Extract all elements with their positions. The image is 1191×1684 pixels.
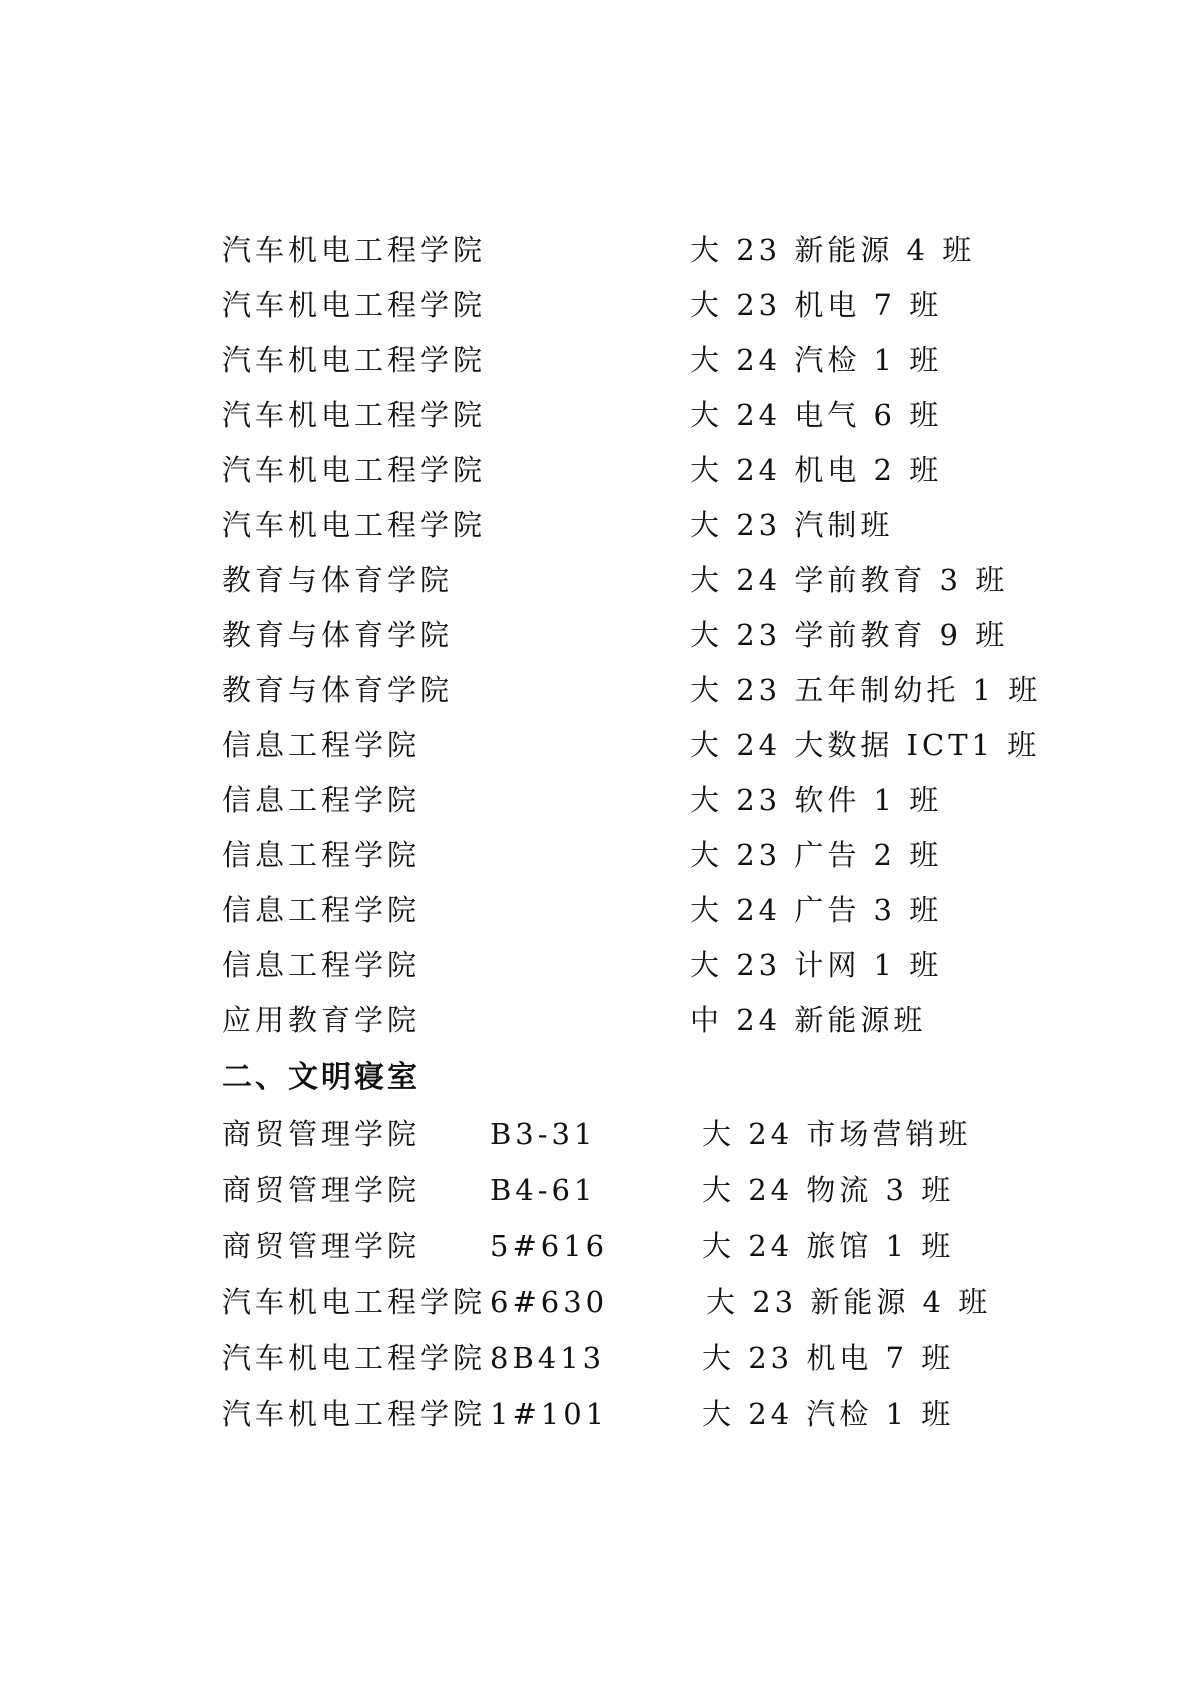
class-name: 大 24 市场营销班 — [702, 1117, 972, 1151]
list-item — [0, 666, 1191, 714]
class-name: 大 24 学前教育 3 班 — [690, 563, 1009, 597]
college-name: 信息工程学院 — [222, 893, 421, 927]
list-item — [0, 336, 1191, 384]
list-item — [0, 1110, 1191, 1158]
list-item — [0, 501, 1191, 549]
college-name: 应用教育学院 — [222, 1003, 421, 1037]
college-name: 教育与体育学院 — [222, 673, 454, 707]
list-item — [0, 226, 1191, 274]
college-name: 商贸管理学院 — [222, 1173, 421, 1207]
room-number: B4-61 — [490, 1173, 597, 1207]
class-name: 大 23 五年制幼托 1 班 — [690, 673, 1042, 707]
list-item — [0, 556, 1191, 604]
college-name: 汽车机电工程学院 — [222, 1397, 487, 1431]
college-name: 教育与体育学院 — [222, 618, 454, 652]
class-name: 大 24 机电 2 班 — [690, 453, 943, 487]
list-item — [0, 446, 1191, 494]
list-item — [0, 1278, 1191, 1326]
college-name: 信息工程学院 — [222, 838, 421, 872]
class-name: 大 24 大数据 ICT1 班 — [690, 728, 1041, 762]
college-name: 商贸管理学院 — [222, 1229, 421, 1263]
college-name: 汽车机电工程学院 — [222, 343, 487, 377]
class-name: 大 23 机电 7 班 — [690, 288, 943, 322]
college-name: 商贸管理学院 — [222, 1117, 421, 1151]
class-name: 大 23 新能源 4 班 — [706, 1285, 992, 1319]
class-name: 大 24 物流 3 班 — [702, 1173, 955, 1207]
class-name: 大 24 汽检 1 班 — [702, 1397, 955, 1431]
list-item — [0, 391, 1191, 439]
class-name: 大 23 计网 1 班 — [690, 948, 943, 982]
list-item — [0, 721, 1191, 769]
college-name: 教育与体育学院 — [222, 563, 454, 597]
class-name: 大 23 学前教育 9 班 — [690, 618, 1009, 652]
list-item — [0, 831, 1191, 879]
class-name: 大 24 汽检 1 班 — [690, 343, 943, 377]
list-item — [0, 776, 1191, 824]
section-heading: 二、文明寝室 — [222, 1060, 420, 1095]
class-name: 大 24 旅馆 1 班 — [702, 1229, 955, 1263]
list-item — [0, 1166, 1191, 1214]
college-name: 汽车机电工程学院 — [222, 1285, 487, 1319]
college-name: 信息工程学院 — [222, 783, 421, 817]
room-number: B3-31 — [490, 1117, 597, 1151]
college-name: 汽车机电工程学院 — [222, 508, 487, 542]
class-name: 大 23 新能源 4 班 — [690, 233, 976, 267]
class-name: 大 23 软件 1 班 — [690, 783, 943, 817]
college-name: 信息工程学院 — [222, 728, 421, 762]
list-item — [0, 996, 1191, 1044]
room-number: 8B413 — [490, 1341, 606, 1375]
class-name: 大 24 广告 3 班 — [690, 893, 943, 927]
class-name: 大 23 机电 7 班 — [702, 1341, 955, 1375]
room-number: 6#630 — [490, 1285, 609, 1319]
class-name: 大 23 汽制班 — [690, 508, 894, 542]
room-number: 1#101 — [490, 1397, 609, 1431]
list-item — [0, 941, 1191, 989]
college-name: 汽车机电工程学院 — [222, 288, 487, 322]
list-item — [0, 1222, 1191, 1270]
room-number: 5#616 — [490, 1229, 609, 1263]
class-name: 中 24 新能源班 — [690, 1003, 927, 1037]
list-item — [0, 886, 1191, 934]
college-name: 信息工程学院 — [222, 948, 421, 982]
list-item — [0, 1390, 1191, 1438]
college-name: 汽车机电工程学院 — [222, 233, 487, 267]
list-item — [0, 611, 1191, 659]
list-item — [0, 1334, 1191, 1382]
class-name: 大 23 广告 2 班 — [690, 838, 943, 872]
list-item — [0, 281, 1191, 329]
college-name: 汽车机电工程学院 — [222, 453, 487, 487]
class-name: 大 24 电气 6 班 — [690, 398, 943, 432]
college-name: 汽车机电工程学院 — [222, 398, 487, 432]
college-name: 汽车机电工程学院 — [222, 1341, 487, 1375]
